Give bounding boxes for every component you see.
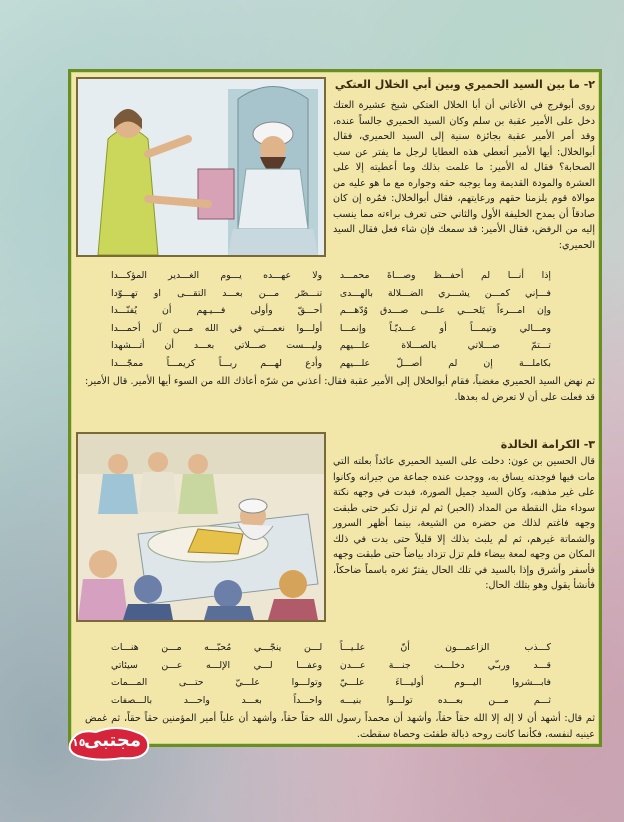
poem-hemistich-right: ثـــم مـــن بعـــده تولـــوا بنيـــه: [339, 694, 551, 706]
poem-hemistich-right: ومـــالي وتيمـــاً أو عـــديّـاً وإنمـــا: [339, 322, 551, 334]
poem-verse: [111, 302, 551, 320]
section-2-closing: ثم قال: أشهد أن لا إله إلا الله حقاً حقاً، وأشهد أن محمداً رسول الله حقاً حقاً، وأشهد أن علياً أمير المؤمنين حقاً حقاً، ثم غمض عينيه لنفسه، فكأنما كانت روحه ذبالة طفئت وحصاة سقطت.: [85, 713, 595, 740]
poem-hemistich-right: قـــد وربـّي دخلـــت جنـــة عـــدن: [339, 659, 551, 671]
poem-hemistich-left: وتولـــوا علـــيّ حتـــى المـــمات: [111, 677, 323, 688]
poem-hemistich-left: أولـــوا نعمـــتي في الله مـــن آل أحمـــدا: [111, 322, 323, 334]
article-panel: [68, 69, 602, 747]
illustration-deathbed-scene: [76, 432, 326, 622]
poem-hemistich-right: وإن امـــرءاً يَلحـــي علـــى صـــدق وُدّهـــم: [339, 305, 551, 316]
poem-verse: [111, 285, 551, 303]
poem-verse: [111, 337, 551, 355]
poem-hemistich-left: ولا عهـــده يـــوم الغـــدير المؤكـــدا: [111, 270, 323, 281]
poem-hemistich-left: وليـــست صـــلاتي بعـــد أن أتـــشهدا: [111, 340, 323, 351]
poem-verse: [111, 355, 551, 373]
section-1-closing: ثم نهض السيد الحميري مغضباً، فقام أبوالخلال إلى الأمير عقبة فقال: أعذني من شرّه أعاذك الله من السوء أيها الأمير. قال الأمير: قد فعلت على أن لا تعرض له بعدها.: [85, 376, 595, 403]
magazine-logo: [66, 722, 152, 764]
poem-hemistich-left: وأدع لهـــم ربـــاً كريمـــاً ممجّـــدا: [111, 357, 323, 369]
poem-hemistich-right: فابـــشروا اليـــوم أوليـــاءَ علـــيّ: [339, 677, 551, 688]
poem-hemistich-left: وعفـــا لـــي الإلـــه عـــن سيئاتي: [111, 659, 323, 671]
poem-verse: [111, 674, 551, 692]
section-1-body: روى أبوفرج في الأغاني أن أبا الخلال العتكي شيخ عشيرة العتك دخل على الأمير عقبة بن سلم وكان السيد الحميري جالساً عنده، وقد أمر الأمير عقبة بجائزة سنية إلى السيد الحميري، فقال أبوالخلال: أيها الأمير أتعطي هذه العطايا لرجل ما يفتر عن سب الصحابة؟ فقال له الأمير: ما علمت بذلك وما أعطيته إلا على العشرة والمودة القديمة وما يوجبه حقه وجواره مع ما هو عليه من موالاة قوم يلزمنا حقهم ورعايتهم، فقال أبوالخلال: فمُره إن كان صادقاً أن يمدح الخليفة الأول والثاني حتى تعرف براءته مما ينسب إليه من الرفض، فقال الأمير: قد سمعك فإن شاء فعل فقال السيد الحميري:: [333, 100, 595, 251]
poem-hemistich-right: كـــذب الزاعمـــون أنّ علـيـــاً: [339, 642, 551, 653]
poem-hemistich-right: فـــإني كمـــن يشـــري الضـــلالة بالهـــدى: [339, 287, 551, 299]
section-2-poem: [111, 639, 551, 709]
poem-verse: [111, 692, 551, 710]
deathbed-scene-drawing: [78, 434, 324, 620]
poem-verse: [111, 657, 551, 675]
poem-hemistich-right: بكاملـــة إن لم أصـــلّ علـــيهم: [339, 357, 551, 369]
poem-verse: [111, 320, 551, 338]
section-2-heading: ٣- الكرامة الخالدة: [500, 438, 595, 451]
section-1-poem: [111, 267, 551, 372]
illustration-court-scene: [76, 77, 326, 257]
poem-hemistich-right: تـــتمّ صـــلاتي بالصـــلاة علـــيهم: [339, 340, 551, 351]
section-2-body: قال الحسين بن عون: دخلت على السيد الحميري عائداً بعلته التي مات فيها فوجدته يساق به، ووجدت عنده جماعة من جيرانه وكانوا على غير مذهبه، وكان السيد جميل الصورة، فبدت في وجهه نكتة سوداء مثل النقطة من المداد (الحبر) ثم لم تزل تكبر حتى طبقت وجهه فاغتم لذلك من حضره من الشيعة، بينما أظهر السرور والشماتة غيرهم، ثم لم يلبث بذلك إلا قليلاً حتى بدت في ذلك المكان من وجهه لمعة بيضاء فلم تزل تزداد بياضاً حتى طبقت وجهه فأسفر وأشرق وإذا بالسيد في تلك الحال يفترّ ثغره باسماً ضاحكاً، فأنشأ يقول وهو بتلك الحال:: [333, 456, 595, 591]
logo-text: مجتبى: [84, 730, 142, 751]
poem-hemistich-left: تنـــصّر مـــن بعـــد التقـــى او تهـــوّدا: [111, 287, 323, 299]
section-1-heading: ٢- ما بين السيد الحميري وبين أبي الخلال العتكي: [334, 78, 595, 91]
page-number: ١٥: [72, 736, 86, 749]
poem-hemistich-right: إذا أنـــا لم أحفـــظ وصـــاةَ محمـــد: [339, 270, 551, 281]
poem-verse: [111, 639, 551, 657]
poem-hemistich-left: أحـــقّ وأولى فـــيـهم أن يُفنّـــدا: [111, 305, 323, 316]
poem-verse: [111, 267, 551, 285]
poem-hemistich-left: لـــن ينجّـــي مُحبّـــه مـــن هنـــات: [111, 642, 323, 653]
court-scene-drawing: [78, 79, 324, 255]
poem-hemistich-left: واحـــداً بعـــد واحـــد بالـــصفات: [111, 694, 323, 706]
